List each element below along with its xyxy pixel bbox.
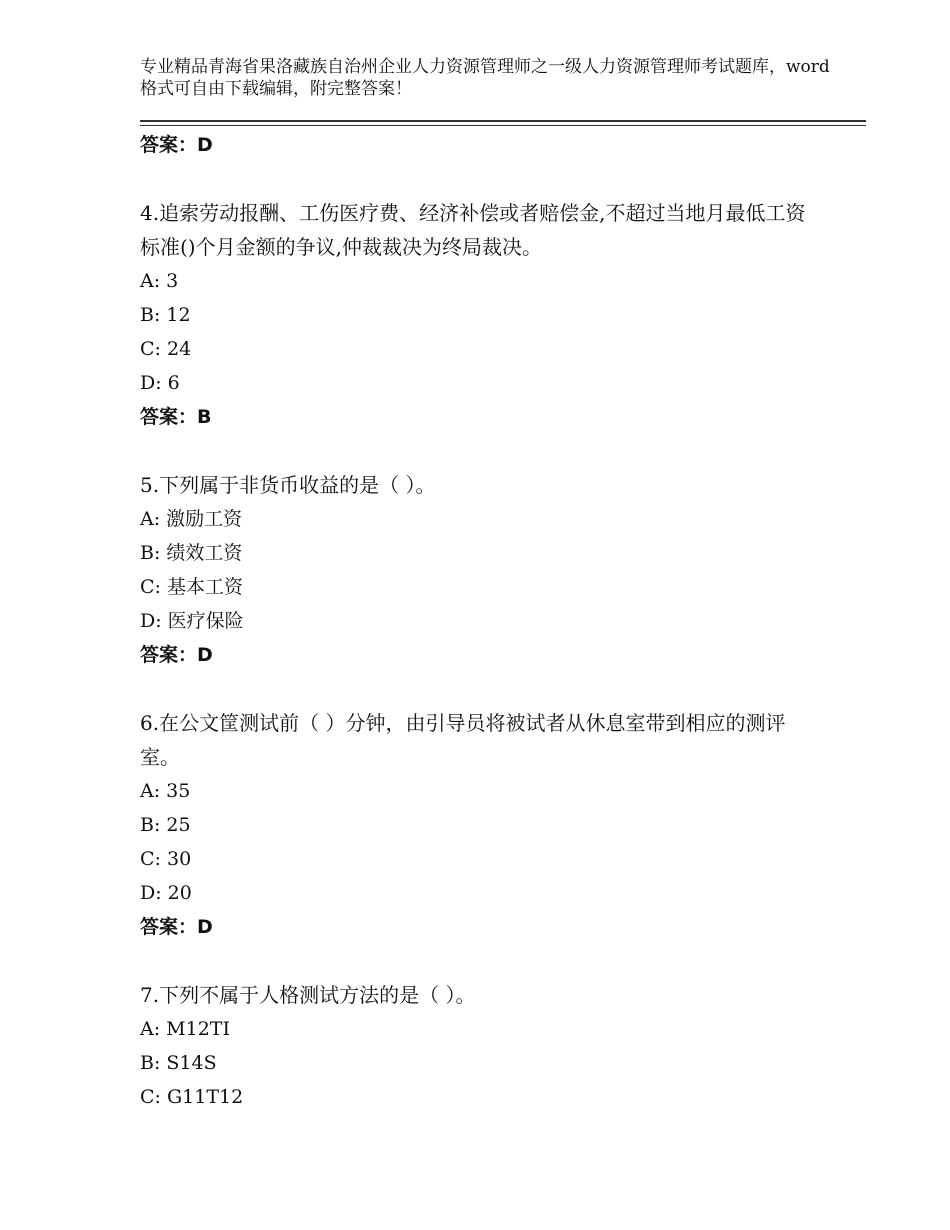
question-list [140,128,820,1114]
option-d: D: 20 [140,882,192,904]
option-b: B: 25 [140,814,191,836]
option-c: C: 24 [140,338,192,360]
question-text: 4.追索劳动报酬、工伤医疗费、经济补偿或者赔偿金,不超过当地月最低工资标准()个月金额的争议,仲裁裁决为终局裁决。 [140,201,806,259]
option-a: A: 35 [140,780,191,802]
option-c: C: 基本工资 [140,576,243,598]
question-text: 5.下列属于非货币收益的是（ ）。 [140,473,436,497]
option-b: B: 12 [140,304,191,326]
question-7 [140,978,820,1114]
header-rule-thick [140,120,866,122]
option-a: A: M12TI [140,1018,230,1040]
document-header [140,56,840,100]
question-text: 7.下列不属于人格测试方法的是（ ）。 [140,983,476,1007]
option-b: B: 绩效工资 [140,542,243,564]
option-d: D: 医疗保险 [140,610,244,632]
question-4 [140,196,820,434]
header-rule-thin [140,125,866,126]
option-c: C: G11T12 [140,1086,244,1108]
answer-line: 答案：D [140,644,213,666]
answer-line: 答案：D [140,916,213,938]
question-6 [140,706,820,944]
option-d: D: 6 [140,372,180,394]
question-5 [140,468,820,672]
answer-line: 答案：D [140,134,213,156]
answer-line: 答案：B [140,406,212,428]
header-title: 专业精品青海省果洛藏族自治州企业人力资源管理师之一级人力资源管理师考试题库，word格式可自由下载编辑，附完整答案！ [140,57,830,99]
option-c: C: 30 [140,848,192,870]
question-text: 6.在公文筐测试前（ ）分钟，由引导员将被试者从休息室带到相应的测评室。 [140,711,786,769]
option-a: A: 激励工资 [140,508,243,530]
option-b: B: S14S [140,1052,217,1074]
option-a: A: 3 [140,270,179,292]
